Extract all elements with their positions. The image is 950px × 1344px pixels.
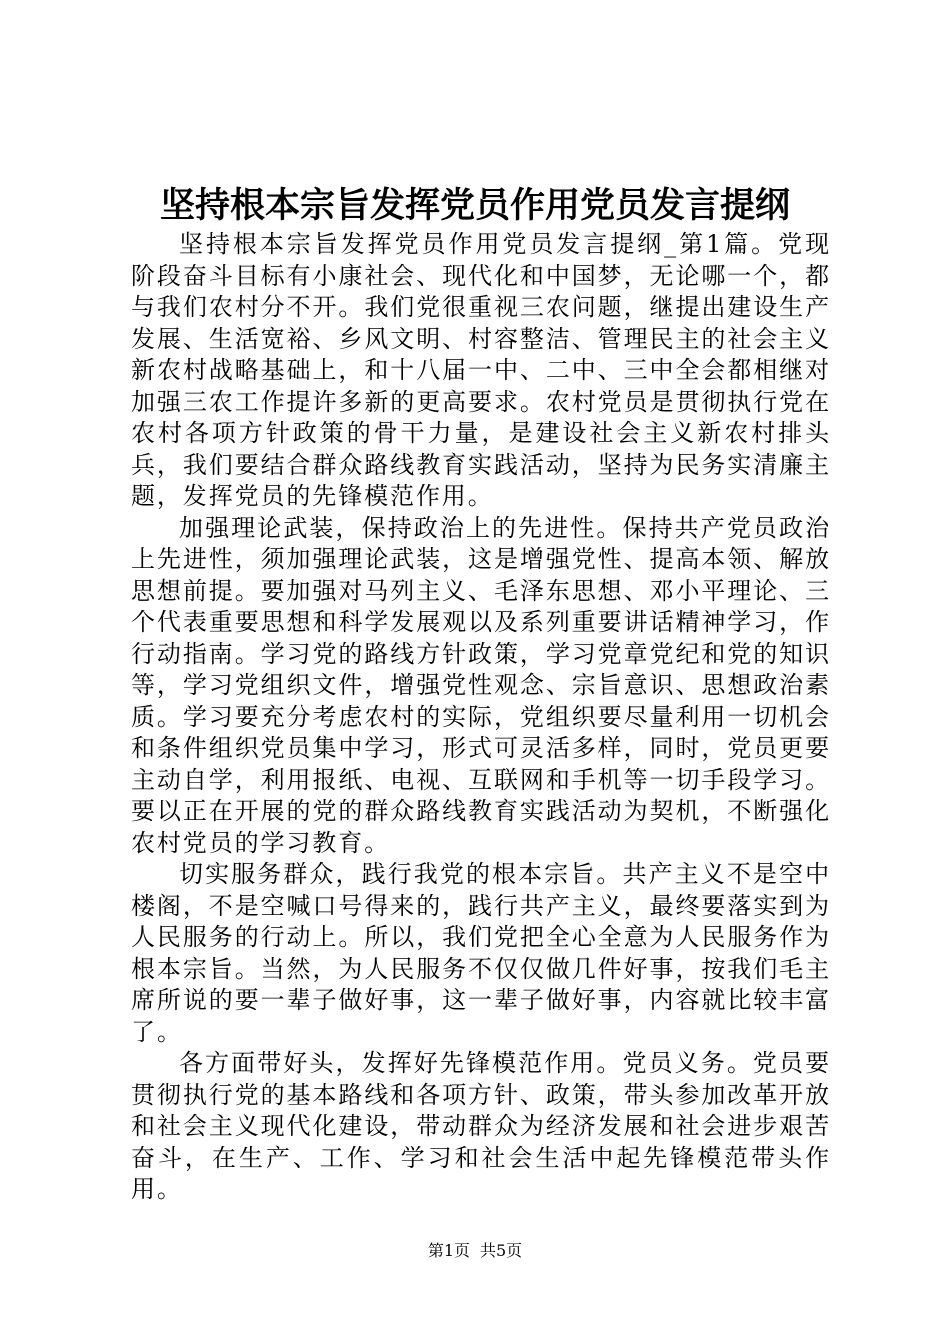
page-footer: [0, 1240, 950, 1262]
paragraph-3: 切实服务群众，践行我党的根本宗旨。共产主义不是空中楼阁，不是空喊口号得来的，践行共产主义，最终要落实到为人民服务的行动上。所以，我们党把全心全意为人民服务作为根本宗旨。当然，为人民服务不仅仅做几件好事，按我们毛主席所说的要一辈子做好事，这一辈子做好事，内容就比较丰富了。: [131, 860, 831, 1046]
page-total: 共5页: [480, 1241, 523, 1260]
document-body: [131, 229, 831, 1206]
paragraph-2: 加强理论武装，保持政治上的先进性。保持共产党员政治上先进性，须加强理论武装，这是增强党性、提高本领、解放思想前提。要加强对马列主义、毛泽东思想、邓小平理论、三个代表重要思想和科学发展观以及系列重要讲话精神学习，作行动指南。学习党的路线方针政策，学习党章党纪和党的知识等，学习党组织文件，增强党性观念、宗旨意识、思想政治素质。学习要充分考虑农村的实际，党组织要尽量利用一切机会和条件组织党员集中学习，形式可灵活多样，同时，党员更要主动自学，利用报纸、电视、互联网和手机等一切手段学习。要以正在开展的党的群众路线教育实践活动为契机，不断强化农村党员的学习教育。: [131, 513, 831, 857]
page-number: 第1页: [427, 1241, 470, 1260]
document-title: 坚持根本宗旨发挥党员作用党员发言提纲: [159, 186, 790, 226]
paragraph-4: 各方面带好头，发挥好先锋模范作用。党员义务。党员要贯彻执行党的基本路线和各项方针、政策，带头参加改革开放和社会主义现代化建设，带动群众为经济发展和社会进步艰苦奋斗，在生产、工作、学习和社会生活中起先锋模范带头作用。: [131, 1049, 831, 1203]
paragraph-1: 坚持根本宗旨发挥党员作用党员发言提纲_第1篇。党现阶段奋斗目标有小康社会、现代化和中国梦，无论哪一个，都与我们农村分不开。我们党很重视三农问题，继提出建设生产发展、生活宽裕、乡风文明、村容整洁、管理民主的社会主义新农村战略基础上，和十八届一中、二中、三中全会都相继对加强三农工作提许多新的更高要求。农村党员是贯彻执行党在农村各项方针政策的骨干力量，是建设社会主义新农村排头兵，我们要结合群众路线教育实践活动，坚持为民务实清廉主题，发挥党员的先锋模范作用。: [131, 230, 831, 510]
